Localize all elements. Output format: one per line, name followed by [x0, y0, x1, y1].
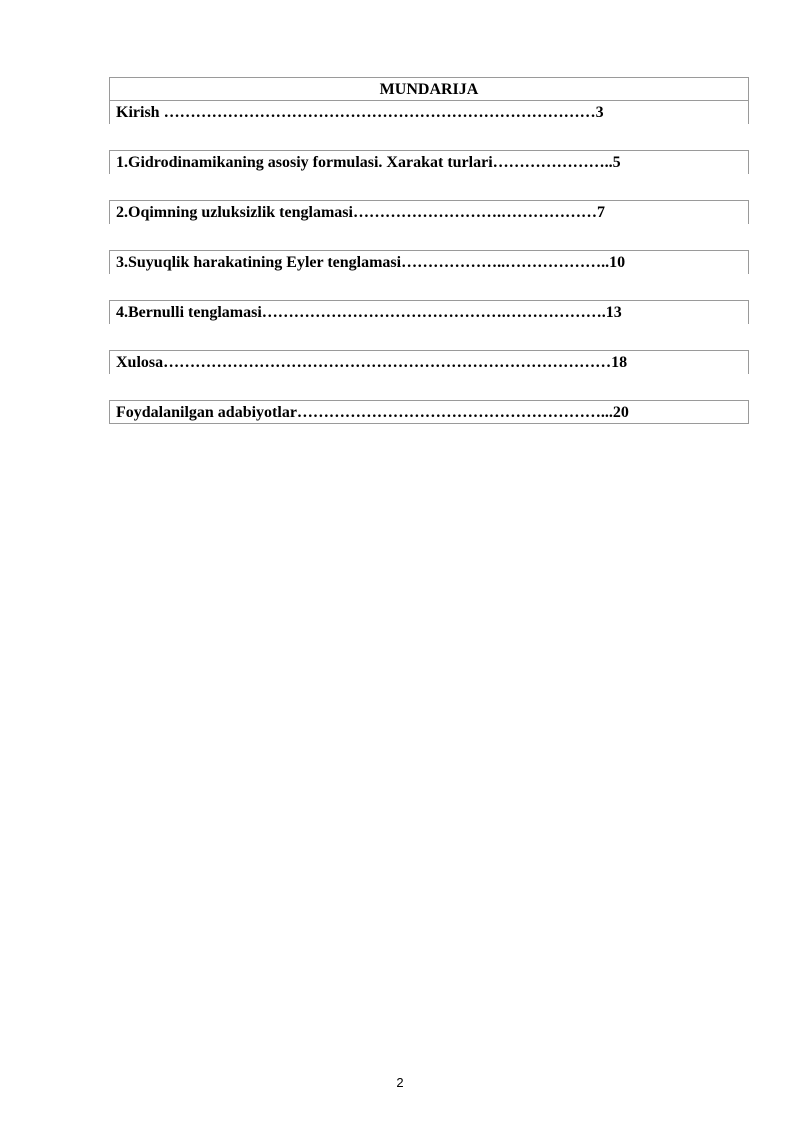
- toc-entry-eyler: 3.Suyuqlik harakatining Eyler tenglamasi………………..………………..10: [109, 250, 749, 274]
- toc-entry-bernulli: 4.Bernulli tenglamasi……………………………………….……………….13: [109, 300, 749, 324]
- page-number: 2: [396, 1075, 404, 1090]
- toc-entry-gidrodinamika: 1.Gidrodinamikaning asosiy formulasi. Xarakat turlari…………………..5: [109, 150, 749, 174]
- toc-entry-kirish: Kirish ………………………………………………………………………3: [109, 100, 749, 124]
- toc-entry-adabiyotlar: Foydalanilgan adabiyotlar…………………………………………………...20: [109, 400, 749, 424]
- toc-title: MUNDARIJA: [109, 77, 749, 100]
- table-of-contents: [109, 77, 749, 424]
- toc-entry-uzluksizlik: 2.Oqimning uzluksizlik tenglamasi……………………….………………7: [109, 200, 749, 224]
- toc-entry-xulosa: Xulosa…………………………………………………………………………18: [109, 350, 749, 374]
